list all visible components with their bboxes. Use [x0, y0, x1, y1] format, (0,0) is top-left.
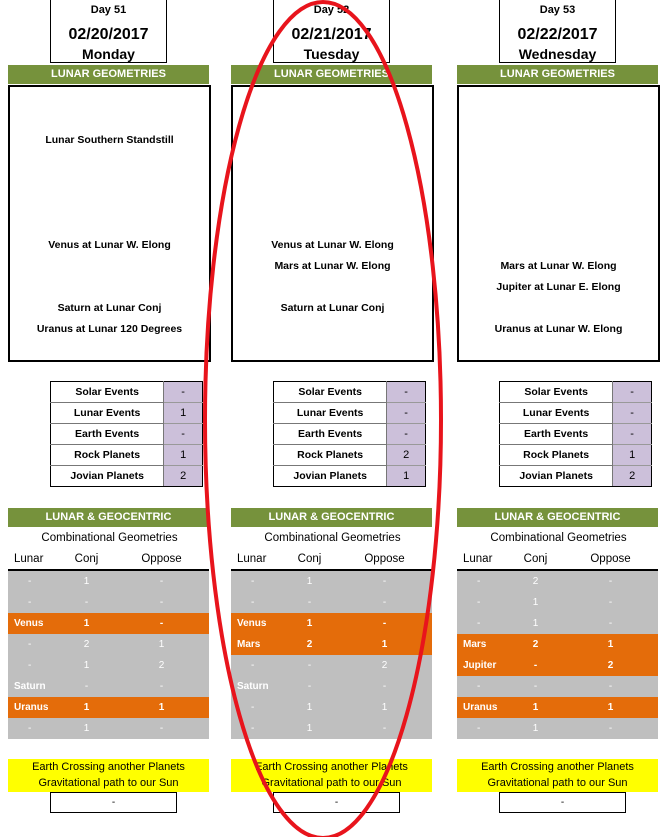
earth-crossing-banner — [457, 759, 658, 792]
col-conj-header: Conj — [74, 553, 99, 565]
earth-crossing-line1: Earth Crossing another Planets — [255, 761, 408, 773]
row-planet: - — [28, 597, 32, 608]
row-oppose: - — [382, 618, 387, 629]
lunar-geometries-box — [8, 85, 211, 362]
event-label: Lunar Events — [51, 403, 164, 424]
event-count: - — [387, 403, 426, 424]
combinational-title: Combinational Geometries — [490, 532, 627, 544]
row-oppose: 1 — [381, 639, 388, 650]
row-planet: Venus — [237, 618, 267, 629]
row-oppose: - — [382, 597, 387, 608]
row-conj: 1 — [532, 702, 539, 713]
events-row — [500, 466, 652, 487]
events-row — [51, 445, 203, 466]
events-row — [274, 403, 426, 424]
geometry-line: Jupiter at Lunar E. Elong — [496, 281, 621, 293]
grid-row — [457, 655, 658, 676]
events-row — [274, 445, 426, 466]
row-conj: 1 — [83, 660, 90, 671]
row-oppose: - — [159, 618, 164, 629]
event-count: - — [613, 424, 652, 445]
lunar-geometries-header: LUNAR GEOMETRIES — [457, 65, 658, 84]
row-conj: 1 — [83, 702, 90, 713]
event-count: - — [164, 382, 203, 403]
row-planet: - — [28, 576, 32, 587]
col-oppose-header: Oppose — [590, 553, 631, 565]
row-planet: Mars — [237, 639, 261, 650]
grid-row — [231, 592, 432, 613]
grid-row — [231, 613, 432, 634]
row-planet: - — [28, 639, 32, 650]
weekday-label: Wednesday — [518, 46, 597, 62]
earth-crossing-value: - — [273, 792, 400, 813]
event-count: - — [387, 382, 426, 403]
grid-row — [457, 613, 658, 634]
combinational-grid — [8, 549, 209, 739]
grid-row — [8, 655, 209, 676]
events-table — [499, 381, 652, 487]
events-row — [274, 424, 426, 445]
grid-header-row — [457, 549, 658, 571]
row-planet: - — [477, 618, 481, 629]
row-conj: 1 — [306, 702, 313, 713]
row-conj: 1 — [532, 723, 539, 734]
geometry-line: Uranus at Lunar W. Elong — [494, 323, 623, 335]
event-count: 2 — [613, 466, 652, 487]
row-conj: - — [84, 597, 89, 608]
events-table — [50, 381, 203, 487]
row-oppose: 1 — [607, 639, 614, 650]
events-row — [500, 445, 652, 466]
earth-crossing-line2: Gravitational path to our Sun — [261, 777, 402, 789]
grid-header-row — [231, 549, 432, 571]
lunar-geometries-box — [231, 85, 434, 362]
row-conj: 1 — [532, 597, 539, 608]
earth-crossing-banner — [8, 759, 209, 792]
event-count: 1 — [387, 466, 426, 487]
earth-crossing-value: - — [50, 792, 177, 813]
event-count: 2 — [387, 445, 426, 466]
lunar-geometries-box — [457, 85, 660, 362]
earth-crossing-banner — [231, 759, 432, 792]
geometry-line: Mars at Lunar W. Elong — [274, 260, 391, 272]
event-label: Jovian Planets — [274, 466, 387, 487]
grid-row — [231, 697, 432, 718]
lunar-geocentric-header: LUNAR & GEOCENTRIC — [457, 508, 658, 527]
grid-row — [231, 571, 432, 592]
combinational-grid — [231, 549, 432, 739]
event-count: - — [387, 424, 426, 445]
lunar-geocentric-header: LUNAR & GEOCENTRIC — [231, 508, 432, 527]
lunar-geometries-header: LUNAR GEOMETRIES — [8, 65, 209, 84]
earth-crossing-line2: Gravitational path to our Sun — [487, 777, 628, 789]
row-planet: - — [477, 723, 481, 734]
geometry-line: Saturn at Lunar Conj — [280, 302, 385, 314]
earth-crossing-value: - — [499, 792, 626, 813]
event-label: Rock Planets — [500, 445, 613, 466]
date-label: 02/21/2017 — [291, 26, 372, 43]
row-conj: - — [84, 681, 89, 692]
row-oppose: 1 — [607, 702, 614, 713]
grid-row — [8, 613, 209, 634]
col-conj-header: Conj — [297, 553, 322, 565]
event-count: - — [613, 403, 652, 424]
geometry-line: Mars at Lunar W. Elong — [500, 260, 617, 272]
event-count: 1 — [164, 445, 203, 466]
grid-row — [231, 655, 432, 676]
geometry-line: Lunar Southern Standstill — [45, 134, 174, 146]
events-row — [51, 424, 203, 445]
grid-row — [457, 592, 658, 613]
geometry-line: Venus at Lunar W. Elong — [48, 239, 171, 251]
row-planet: Saturn — [237, 681, 269, 692]
row-conj: - — [533, 660, 538, 671]
geometry-line: Uranus at Lunar 120 Degrees — [36, 323, 183, 335]
row-conj: - — [533, 681, 538, 692]
row-oppose: - — [608, 576, 613, 587]
grid-row — [457, 697, 658, 718]
lunar-geocentric-header: LUNAR & GEOCENTRIC — [8, 508, 209, 527]
row-oppose: - — [159, 723, 164, 734]
events-row — [274, 466, 426, 487]
events-row — [500, 424, 652, 445]
row-oppose: - — [382, 576, 387, 587]
row-oppose: - — [159, 576, 164, 587]
day-header — [499, 0, 616, 63]
row-oppose: - — [608, 597, 613, 608]
row-planet: Uranus — [463, 702, 498, 713]
row-conj: 2 — [83, 639, 90, 650]
row-conj: 1 — [83, 576, 90, 587]
event-label: Jovian Planets — [51, 466, 164, 487]
row-oppose: 2 — [381, 660, 388, 671]
combinational-grid — [457, 549, 658, 739]
row-conj: - — [307, 597, 312, 608]
row-conj: 1 — [83, 723, 90, 734]
row-oppose: - — [382, 681, 387, 692]
row-planet: Venus — [14, 618, 44, 629]
row-planet: - — [251, 660, 255, 671]
grid-row — [8, 697, 209, 718]
row-planet: - — [251, 576, 255, 587]
event-count: - — [613, 382, 652, 403]
row-oppose: - — [608, 618, 613, 629]
event-label: Solar Events — [500, 382, 613, 403]
geometry-line: Venus at Lunar W. Elong — [271, 239, 394, 251]
weekday-label: Monday — [82, 46, 135, 62]
earth-crossing-line1: Earth Crossing another Planets — [32, 761, 185, 773]
weekday-label: Tuesday — [303, 46, 360, 62]
event-label: Rock Planets — [274, 445, 387, 466]
grid-row — [231, 634, 432, 655]
grid-row — [457, 634, 658, 655]
combinational-title: Combinational Geometries — [264, 532, 401, 544]
row-oppose: - — [608, 723, 613, 734]
date-label: 02/20/2017 — [68, 26, 149, 43]
row-conj: 1 — [306, 723, 313, 734]
events-row — [51, 403, 203, 424]
event-count: 2 — [164, 466, 203, 487]
event-label: Earth Events — [51, 424, 164, 445]
grid-row — [231, 718, 432, 739]
event-label: Earth Events — [500, 424, 613, 445]
day-header — [273, 0, 390, 63]
grid-row — [8, 676, 209, 697]
row-oppose: 2 — [607, 660, 614, 671]
events-row — [51, 466, 203, 487]
event-label: Earth Events — [274, 424, 387, 445]
row-planet: Saturn — [14, 681, 46, 692]
col-lunar-header: Lunar — [14, 553, 44, 565]
row-conj: - — [307, 681, 312, 692]
grid-row — [457, 571, 658, 592]
day-number: Day 52 — [313, 4, 350, 16]
row-conj: - — [307, 660, 312, 671]
row-conj: 2 — [532, 639, 539, 650]
row-oppose: - — [159, 681, 164, 692]
earth-crossing-line1: Earth Crossing another Planets — [481, 761, 634, 773]
event-count: - — [164, 424, 203, 445]
event-label: Lunar Events — [500, 403, 613, 424]
events-row — [500, 382, 652, 403]
row-conj: 1 — [532, 618, 539, 629]
row-conj: 2 — [306, 639, 313, 650]
event-label: Jovian Planets — [500, 466, 613, 487]
combinational-title: Combinational Geometries — [41, 532, 178, 544]
grid-row — [231, 676, 432, 697]
col-oppose-header: Oppose — [141, 553, 182, 565]
row-oppose: - — [608, 681, 613, 692]
grid-row — [8, 718, 209, 739]
event-count: 1 — [164, 403, 203, 424]
row-planet: - — [477, 681, 481, 692]
grid-row — [8, 571, 209, 592]
grid-row — [457, 676, 658, 697]
col-lunar-header: Lunar — [237, 553, 267, 565]
event-label: Solar Events — [274, 382, 387, 403]
row-conj: 2 — [532, 576, 539, 587]
date-label: 02/22/2017 — [517, 26, 598, 43]
grid-header-row — [8, 549, 209, 571]
events-row — [274, 382, 426, 403]
day-header — [50, 0, 167, 63]
row-oppose: 1 — [158, 639, 165, 650]
lunar-geometries-header: LUNAR GEOMETRIES — [231, 65, 432, 84]
col-conj-header: Conj — [523, 553, 548, 565]
row-planet: Mars — [463, 639, 487, 650]
day-number: Day 51 — [90, 4, 127, 16]
row-planet: Jupiter — [463, 660, 497, 671]
row-planet: - — [28, 660, 32, 671]
grid-row — [8, 592, 209, 613]
event-label: Lunar Events — [274, 403, 387, 424]
row-planet: Uranus — [14, 702, 49, 713]
col-oppose-header: Oppose — [364, 553, 405, 565]
grid-row — [457, 718, 658, 739]
row-oppose: 2 — [158, 660, 165, 671]
events-row — [51, 382, 203, 403]
row-oppose: - — [159, 597, 164, 608]
row-planet: - — [251, 723, 255, 734]
row-conj: 1 — [306, 618, 313, 629]
events-row — [500, 403, 652, 424]
event-label: Rock Planets — [51, 445, 164, 466]
day-number: Day 53 — [539, 4, 576, 16]
row-oppose: 1 — [158, 702, 165, 713]
event-count: 1 — [613, 445, 652, 466]
geometry-line: Saturn at Lunar Conj — [57, 302, 162, 314]
row-conj: 1 — [83, 618, 90, 629]
row-planet: - — [251, 597, 255, 608]
events-table — [273, 381, 426, 487]
col-lunar-header: Lunar — [463, 553, 493, 565]
earth-crossing-line2: Gravitational path to our Sun — [38, 777, 179, 789]
row-planet: - — [477, 576, 481, 587]
row-conj: 1 — [306, 576, 313, 587]
row-planet: - — [28, 723, 32, 734]
row-oppose: 1 — [381, 702, 388, 713]
row-planet: - — [251, 702, 255, 713]
grid-row — [8, 634, 209, 655]
event-label: Solar Events — [51, 382, 164, 403]
row-planet: - — [477, 597, 481, 608]
row-oppose: - — [382, 723, 387, 734]
